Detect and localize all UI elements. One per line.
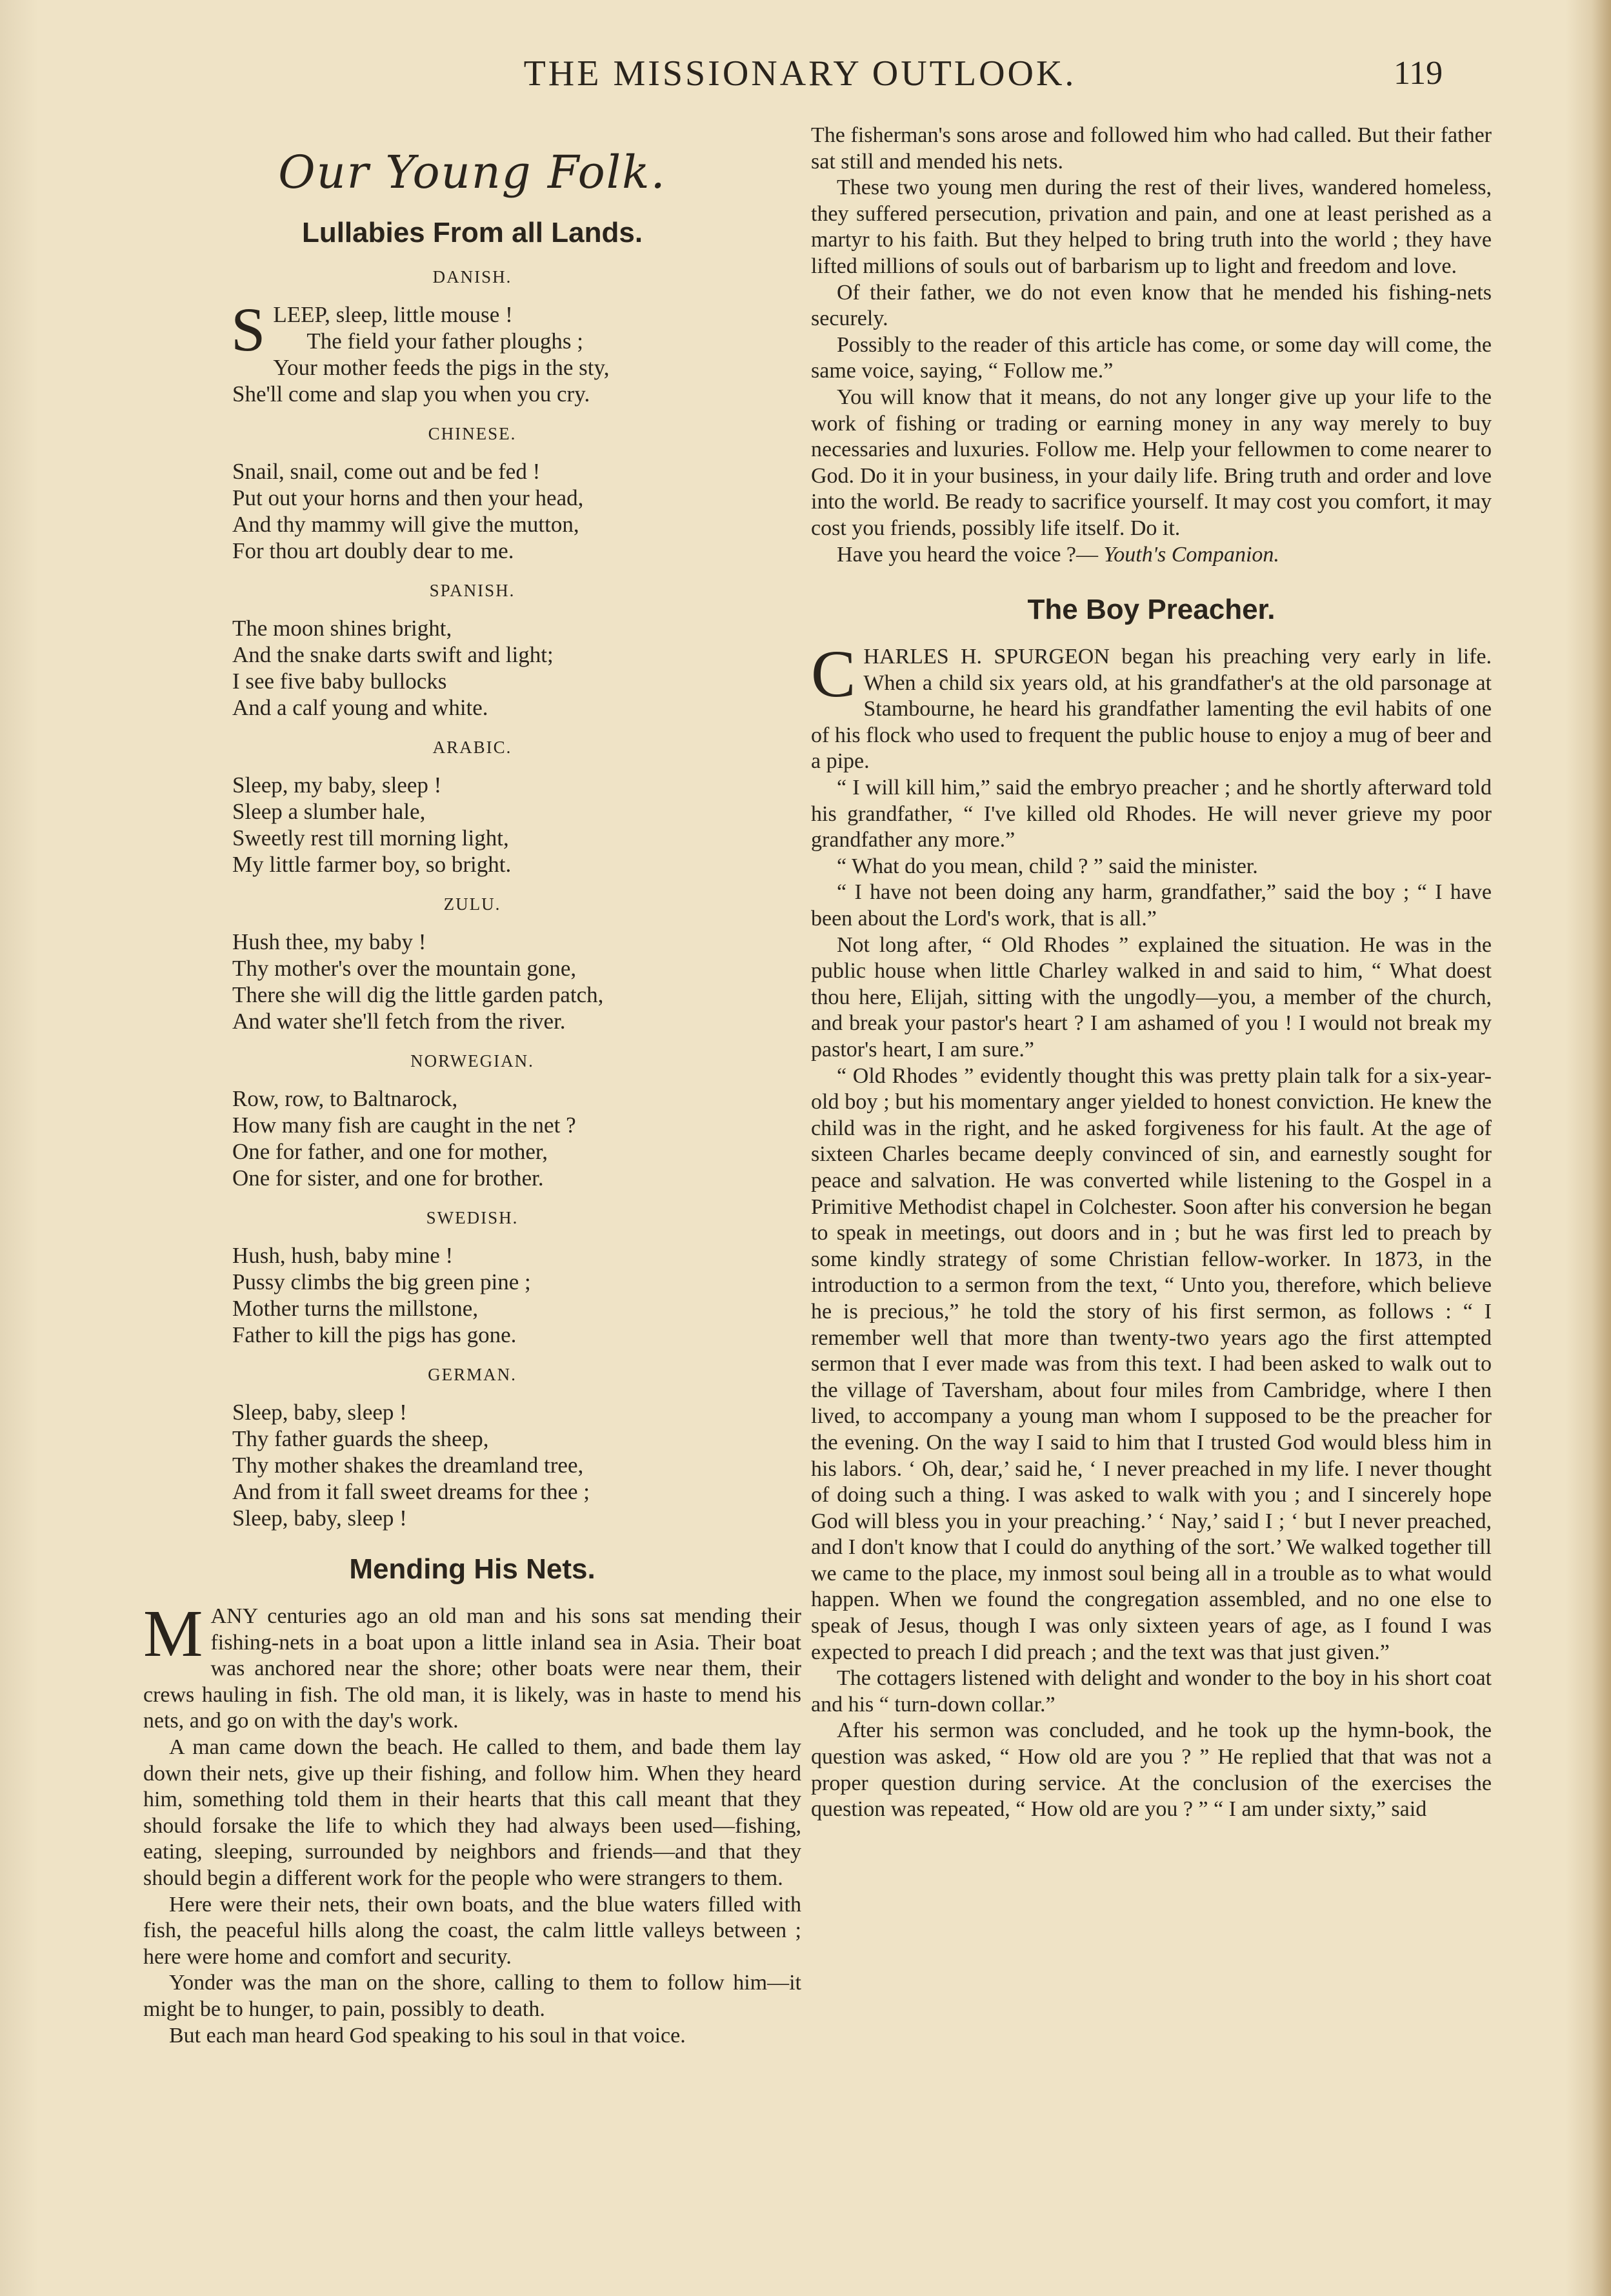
verse-line: For thou art doubly dear to me. bbox=[232, 538, 514, 563]
lullaby-language: ARABIC. bbox=[432, 738, 512, 757]
lullaby-verse bbox=[232, 1085, 801, 1191]
lullaby-verse bbox=[232, 772, 801, 878]
verse-line: I see five baby bullocks bbox=[232, 669, 447, 694]
verse-line: Thy mother's over the mountain gone, bbox=[232, 956, 577, 981]
verse-line: Sleep a slumber hale, bbox=[232, 799, 426, 824]
source-credit: Youth's Companion. bbox=[1103, 542, 1279, 567]
paragraph: But each man heard God speaking to his soul in that voice. bbox=[169, 2023, 686, 2048]
verse-line: The moon shines bright, bbox=[232, 616, 452, 641]
verse-line: Pussy climbs the big green pine ; bbox=[232, 1269, 531, 1294]
lullaby-list bbox=[143, 267, 801, 1531]
verse-line: Row, row, to Baltnarock, bbox=[232, 1086, 458, 1111]
paragraph: ANY centuries ago an old man and his sons sat mending their fishing-nets in a boat upon a little inland sea in Asia. Their boat was anchored near the shore; other boats were near them, their crews hauling in fish. The old man, it is likely, was in haste to mend his nets, and go on with the day's work. bbox=[143, 1604, 801, 1733]
verse-line: Put out your horns and then your head, bbox=[232, 485, 584, 510]
lullaby-verse bbox=[232, 615, 801, 721]
paragraph: “ What do you mean, child ? ” said the minister. bbox=[837, 854, 1258, 878]
lullaby-block bbox=[143, 267, 801, 407]
lullaby-block bbox=[143, 1365, 801, 1531]
lullaby-verse bbox=[232, 929, 801, 1034]
verse-line: There she will dig the little garden patch, bbox=[232, 982, 604, 1007]
lullaby-verse bbox=[232, 1399, 801, 1531]
verse-line: Your mother feeds the pigs in the sty, bbox=[273, 355, 610, 380]
drop-cap: M bbox=[143, 1596, 203, 1671]
lullaby-language: CHINESE. bbox=[428, 424, 517, 443]
lullaby-verse bbox=[232, 1242, 801, 1348]
verse-line: Snail, snail, come out and be fed ! bbox=[232, 459, 541, 484]
lullaby-verse bbox=[231, 295, 801, 407]
verse-line: Thy father guards the sheep, bbox=[232, 1426, 489, 1451]
paragraph: “ I have not been doing any harm, grandfather,” said the boy ; “ I have been about the Lord's work, that is all.” bbox=[811, 880, 1492, 931]
verse-line: And a calf young and white. bbox=[232, 695, 488, 720]
verse-line: Sleep, my baby, sleep ! bbox=[232, 772, 442, 798]
verse-line: Mother turns the millstone, bbox=[232, 1296, 479, 1321]
verse-line: Hush thee, my baby ! bbox=[232, 929, 426, 954]
article-body-nets-continued bbox=[811, 123, 1492, 542]
paragraph: The fisherman's sons arose and followed him who had called. But their father sat still and mended his nets. bbox=[811, 123, 1492, 174]
lullaby-language: GERMAN. bbox=[428, 1365, 517, 1384]
paragraph: “ Old Rhodes ” evidently thought this was pretty plain talk for a six-year-old boy ; but his momentary anger yielded to honest conviction. He knew the child was in the right, and he asked forgiveness for his fault. At the age of sixteen Charles became deeply convinced of sin, and earnestly sought for peace and salvation. He was converted while listening to the Gospel in a Primitive Methodist chapel in Colchester. Soon after his conversion he began to speak in meetings, out doors and in ; but he was first led to preach by some kindly strategy of some Christian fellow-worker. In 1873, in the introduction to a sermon from the text, “ Unto you, therefore, which believe he is precious,” he told the story of his first sermon, as follows : “ I remember well that more than twenty-two years ago the first attempted sermon that I ever made was from this text. I had been asked to walk out to the village of Taversham, about four miles from Cambridge, where I then lived, to accompany a young man whom I supposed to be the preacher for the evening. On the way I said to him that I trusted God would bless him in his labors. ‘ Oh, dear,’ said he, ‘ I never preached in my life. I never thought of doing such a thing. I was asked to walk with you ; and I sincerely hope God will bless you in your preaching.’ ‘ Nay,’ said I ; ‘ but I never preached, and I don't know that I could do anything of the sort.’ We walked together till we came to the place, my inmost soul being all in a trouble as to what would happen. When we found the congregation assembled, and no one else to speak of Jesus, though I was only sixteen years of age, as I found I was expected to preach I did preach ; and the text was that just given.” bbox=[811, 1063, 1492, 1664]
lullaby-language: SWEDISH. bbox=[426, 1208, 519, 1227]
drop-cap: S bbox=[231, 295, 266, 364]
magazine-title: THE MISSIONARY OUTLOOK. bbox=[523, 54, 1077, 94]
page-number: 119 bbox=[1394, 55, 1443, 92]
verse-line: Father to kill the pigs has gone. bbox=[232, 1322, 517, 1347]
verse-line: LEEP, sleep, little mouse ! bbox=[273, 302, 513, 327]
lullaby-block bbox=[143, 894, 801, 1034]
lullaby-language: NORWEGIAN. bbox=[410, 1051, 534, 1071]
paragraph: Not long after, “ Old Rhodes ” explained the situation. He was in the public house when little Charley walked in and said to him, “ What doest thou here, Elijah, sitting with the ungodly—you, a member of the church, and break your pastor's heart ? I am ashamed of you ! I would not break my pastor's heart, I am sure.” bbox=[811, 932, 1492, 1062]
lullaby-language: ZULU. bbox=[443, 894, 501, 914]
lullaby-block bbox=[143, 424, 801, 564]
verse-line: My little farmer boy, so bright. bbox=[232, 852, 512, 877]
paragraph: These two young men during the rest of their lives, wandered homeless, they suffered persecution, privation and pain, and one at least perished as a martyr to his faith. But they helped to bring truth into the world ; they have lifted millions of souls out of barbarism up to light and freedom and love. bbox=[811, 176, 1492, 278]
left-column bbox=[143, 123, 801, 2049]
verse-line: And the snake darts swift and light; bbox=[232, 642, 554, 667]
verse-line: How many fish are caught in the net ? bbox=[232, 1113, 576, 1138]
verse-line: Hush, hush, baby mine ! bbox=[232, 1243, 454, 1268]
verse-line: The field your father ploughs ; bbox=[306, 328, 584, 354]
paragraph: A man came down the beach. He called to them, and bade them lay down their nets, give up their fishing, and follow him. When they heard him, something told them in their hearts that this call meant that they should forsake the life to which they had always been used—fishing, eating, sleeping, surrounded by neighbors and friends—and that they should begin a different work for the people who were strangers to them. bbox=[143, 1735, 801, 1890]
lullaby-block bbox=[143, 1208, 801, 1348]
paragraph: “ I will kill him,” said the embryo preacher ; and he shortly afterward told his grandfather, “ I've killed old Rhodes. He will never grieve my poor grandfather any more.” bbox=[811, 776, 1492, 852]
nets-closing-line bbox=[811, 542, 1492, 569]
verse-line: Sweetly rest till morning light, bbox=[232, 825, 509, 851]
paragraph: Yonder was the man on the shore, calling to them to follow him—it might be to hunger, to pain, possibly to death. bbox=[143, 1971, 801, 2021]
lullaby-block bbox=[143, 581, 801, 721]
paragraph: After his sermon was concluded, and he took up the hymn-book, the question was asked, “ How old are you ? ” He replied that that was not a proper question during service. At the conclusion of the exercises the question was repeated, “ How old are you ? ” “ I am under sixty,” said bbox=[811, 1718, 1492, 1822]
article-title-nets: Mending His Nets. bbox=[349, 1553, 595, 1585]
verse-line: Sleep, baby, sleep ! bbox=[232, 1400, 407, 1425]
verse-line: One for sister, and one for brother. bbox=[232, 1165, 544, 1191]
lullaby-language: SPANISH. bbox=[429, 581, 515, 600]
running-header bbox=[0, 53, 1611, 105]
lullaby-block bbox=[143, 1051, 801, 1191]
closing-question: Have you heard the voice ?— bbox=[837, 542, 1098, 567]
verse-line: Thy mother shakes the dreamland tree, bbox=[232, 1453, 584, 1478]
article-title-lullabies: Lullabies From all Lands. bbox=[301, 217, 643, 248]
verse-line: And water she'll fetch from the river. bbox=[232, 1009, 566, 1034]
drop-cap: C bbox=[811, 637, 856, 712]
paragraph: Here were their nets, their own boats, and the blue waters filled with fish, the peaceful hills along the coast, the calm little valleys between ; here were home and comfort and security. bbox=[143, 1892, 801, 1969]
paragraph: The cottagers listened with delight and wonder to the boy in his short coat and his “ turn-down collar.” bbox=[811, 1666, 1492, 1717]
verse-line: One for father, and one for mother, bbox=[232, 1139, 548, 1164]
verse-line: And thy mammy will give the mutton, bbox=[232, 512, 579, 537]
verse-line: And from it fall sweet dreams for thee ; bbox=[232, 1479, 590, 1504]
verse-line: She'll come and slap you when you cry. bbox=[232, 381, 590, 407]
paragraph: HARLES H. SPURGEON began his preaching very early in life. When a child six years old, at his grandfather's at the old parsonage at Stambourne, he heard his grandfather lamenting the evil habits of one of his flock who used to frequent the public house to enjoy a mug of beer and a pipe. bbox=[811, 645, 1492, 774]
article-body-preacher bbox=[811, 637, 1492, 1823]
paragraph: You will know that it means, do not any longer give up your life to the work of fishing or trading or earning money in any way merely to buy necessaries and luxuries. Follow me. Help your fellowmen to come nearer to God. Do it in your business, in your daily life. Bring truth and order and love into the world. Be ready to sacrifice yourself. It may cost you comfort, it may cost you friends, possibly life itself. Do it. bbox=[811, 385, 1492, 540]
lullaby-language: DANISH. bbox=[432, 267, 512, 287]
lullaby-block bbox=[143, 738, 801, 878]
section-heading: Our Young Folk. bbox=[278, 146, 666, 199]
article-title-preacher: The Boy Preacher. bbox=[1027, 594, 1276, 626]
verse-line: Sleep, baby, sleep ! bbox=[232, 1505, 407, 1531]
article-body-nets bbox=[143, 1596, 801, 2049]
lullaby-verse bbox=[232, 458, 801, 564]
right-column bbox=[811, 123, 1492, 1823]
paragraph: Possibly to the reader of this article has come, or some day will come, the same voice, saying, “ Follow me.” bbox=[811, 332, 1492, 383]
paragraph: Of their father, we do not even know that he mended his fishing-nets securely. bbox=[811, 280, 1492, 331]
